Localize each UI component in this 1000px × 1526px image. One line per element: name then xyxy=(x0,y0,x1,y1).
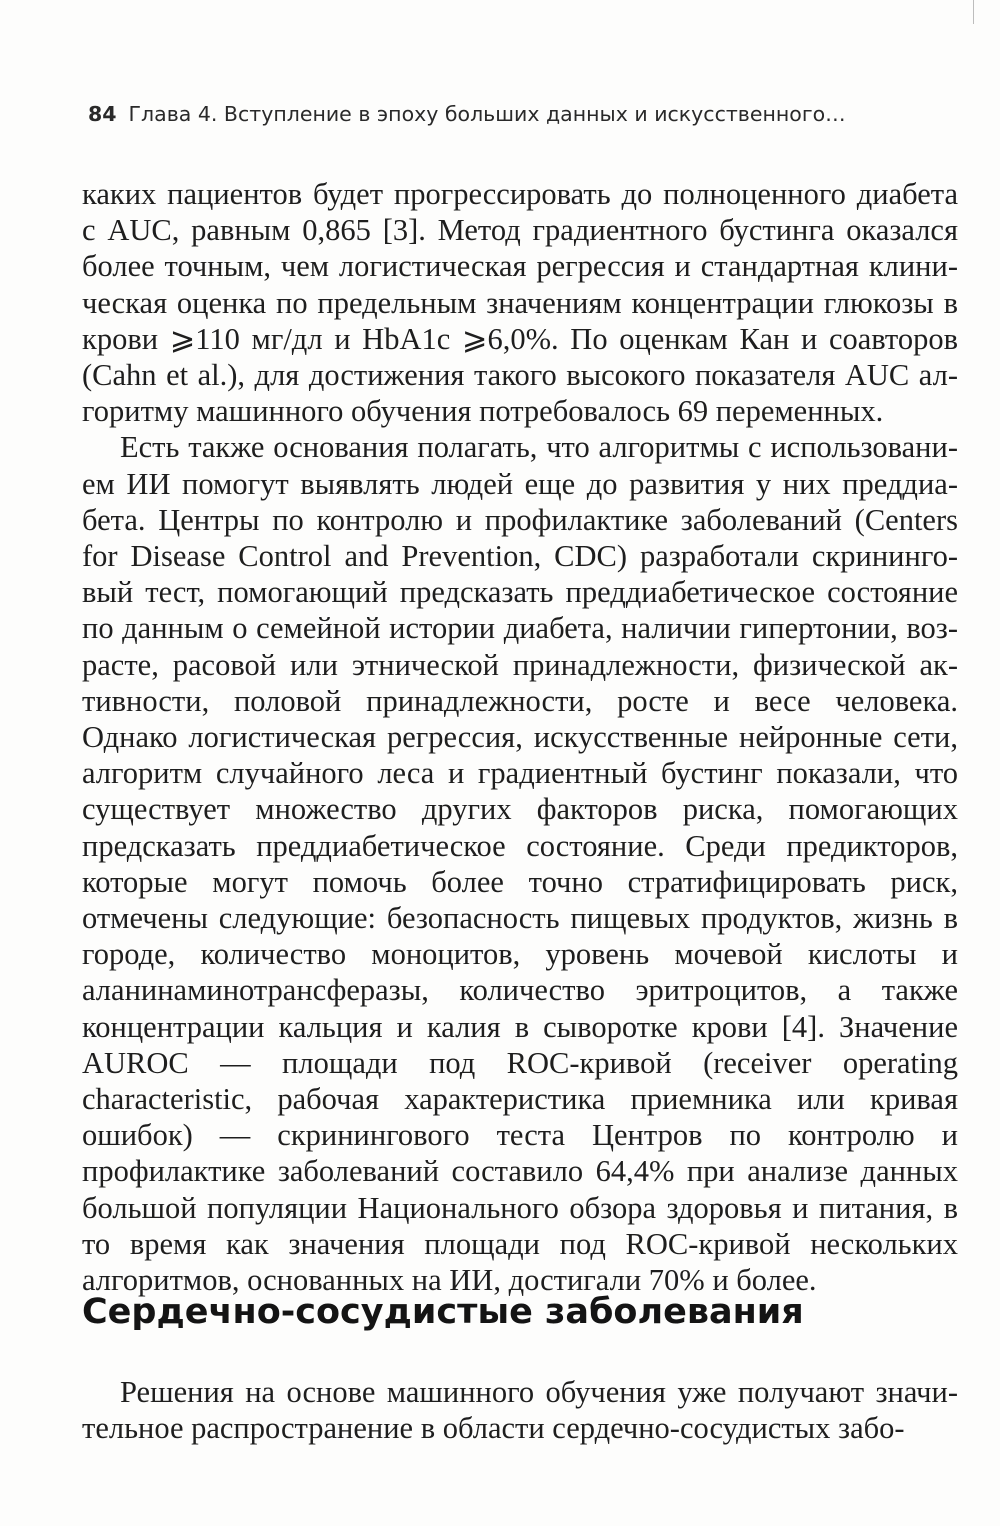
paragraph-continuation: каких пациентов будет прогрессировать до полноценного диабета с AUC, равным 0,865 [3]. Метод градиентного бустинга оказался более точным, чем логистическая регрессия и стандартная клиническая оценка по предельным значениям концентрации глюкозы в крови ⩾110 мг/дл и HbA1c ⩾6,0%. По оценкам Кан и соавторов (Cahn et al.), для достижения такого высокого показателя AUC алгоритму машинного обучения потребовалось 69 переменных. xyxy=(82,177,958,429)
scan-edge-line xyxy=(973,0,974,24)
section-body-text xyxy=(82,1374,958,1446)
section-heading: Сердечно-сосудистые заболевания xyxy=(82,1292,804,1332)
running-header xyxy=(88,102,958,126)
section-paragraph: Решения на основе машинного обучения уже получают значительное распространение в области сердечно-сосудистых забо- xyxy=(82,1375,958,1446)
body-text-block xyxy=(82,176,958,1298)
paragraph-prediabetes: Есть также основания полагать, что алгоритмы с использованием ИИ помогут выявлять людей еще до развития у них преддиабета. Центры по контролю и профилактике заболеваний (Centers for Disease Control and Prevention, CDC) разработали скрининговый тест, помогающий предсказать преддиабетическое состояние по данным о семейной истории диабета, наличии гипертонии, возрасте, расовой или этнической принадлежности, физической активности, половой принадлежности, росте и весе человека. Однако логистическая регрессия, искусственные нейронные сети, алгоритм случайного леса и градиентный бустинг показали, что существует множество других факторов риска, помогающих предсказать преддиабетическое состояние. Среди предикторов, которые могут помочь более точно стратифицировать риск, отмечены следующие: безопасность пищевых продуктов, жизнь в городе, количество моноцитов, уровень мочевой кислоты и аланинаминотрансферазы, количество эритроцитов, а также концентрации кальция и калия в сыворотке крови [4]. Значение AUROC — площади под ROC-кривой (receiver operating characteristic, рабочая характеристика приемника или кривая ошибок) — скринингового теста Центров по контролю и профилактике заболеваний составило 64,4% при анализе данных большой популяции Национального обзора здоровья и питания, в то время как значения площади под ROC-кривой нескольких алгоритмов, основанных на ИИ, достигали 70% и более. xyxy=(82,430,958,1298)
page-number: 84 xyxy=(88,102,117,126)
chapter-title: Глава 4. Вступление в эпоху больших данных и искусственного… xyxy=(128,102,846,126)
